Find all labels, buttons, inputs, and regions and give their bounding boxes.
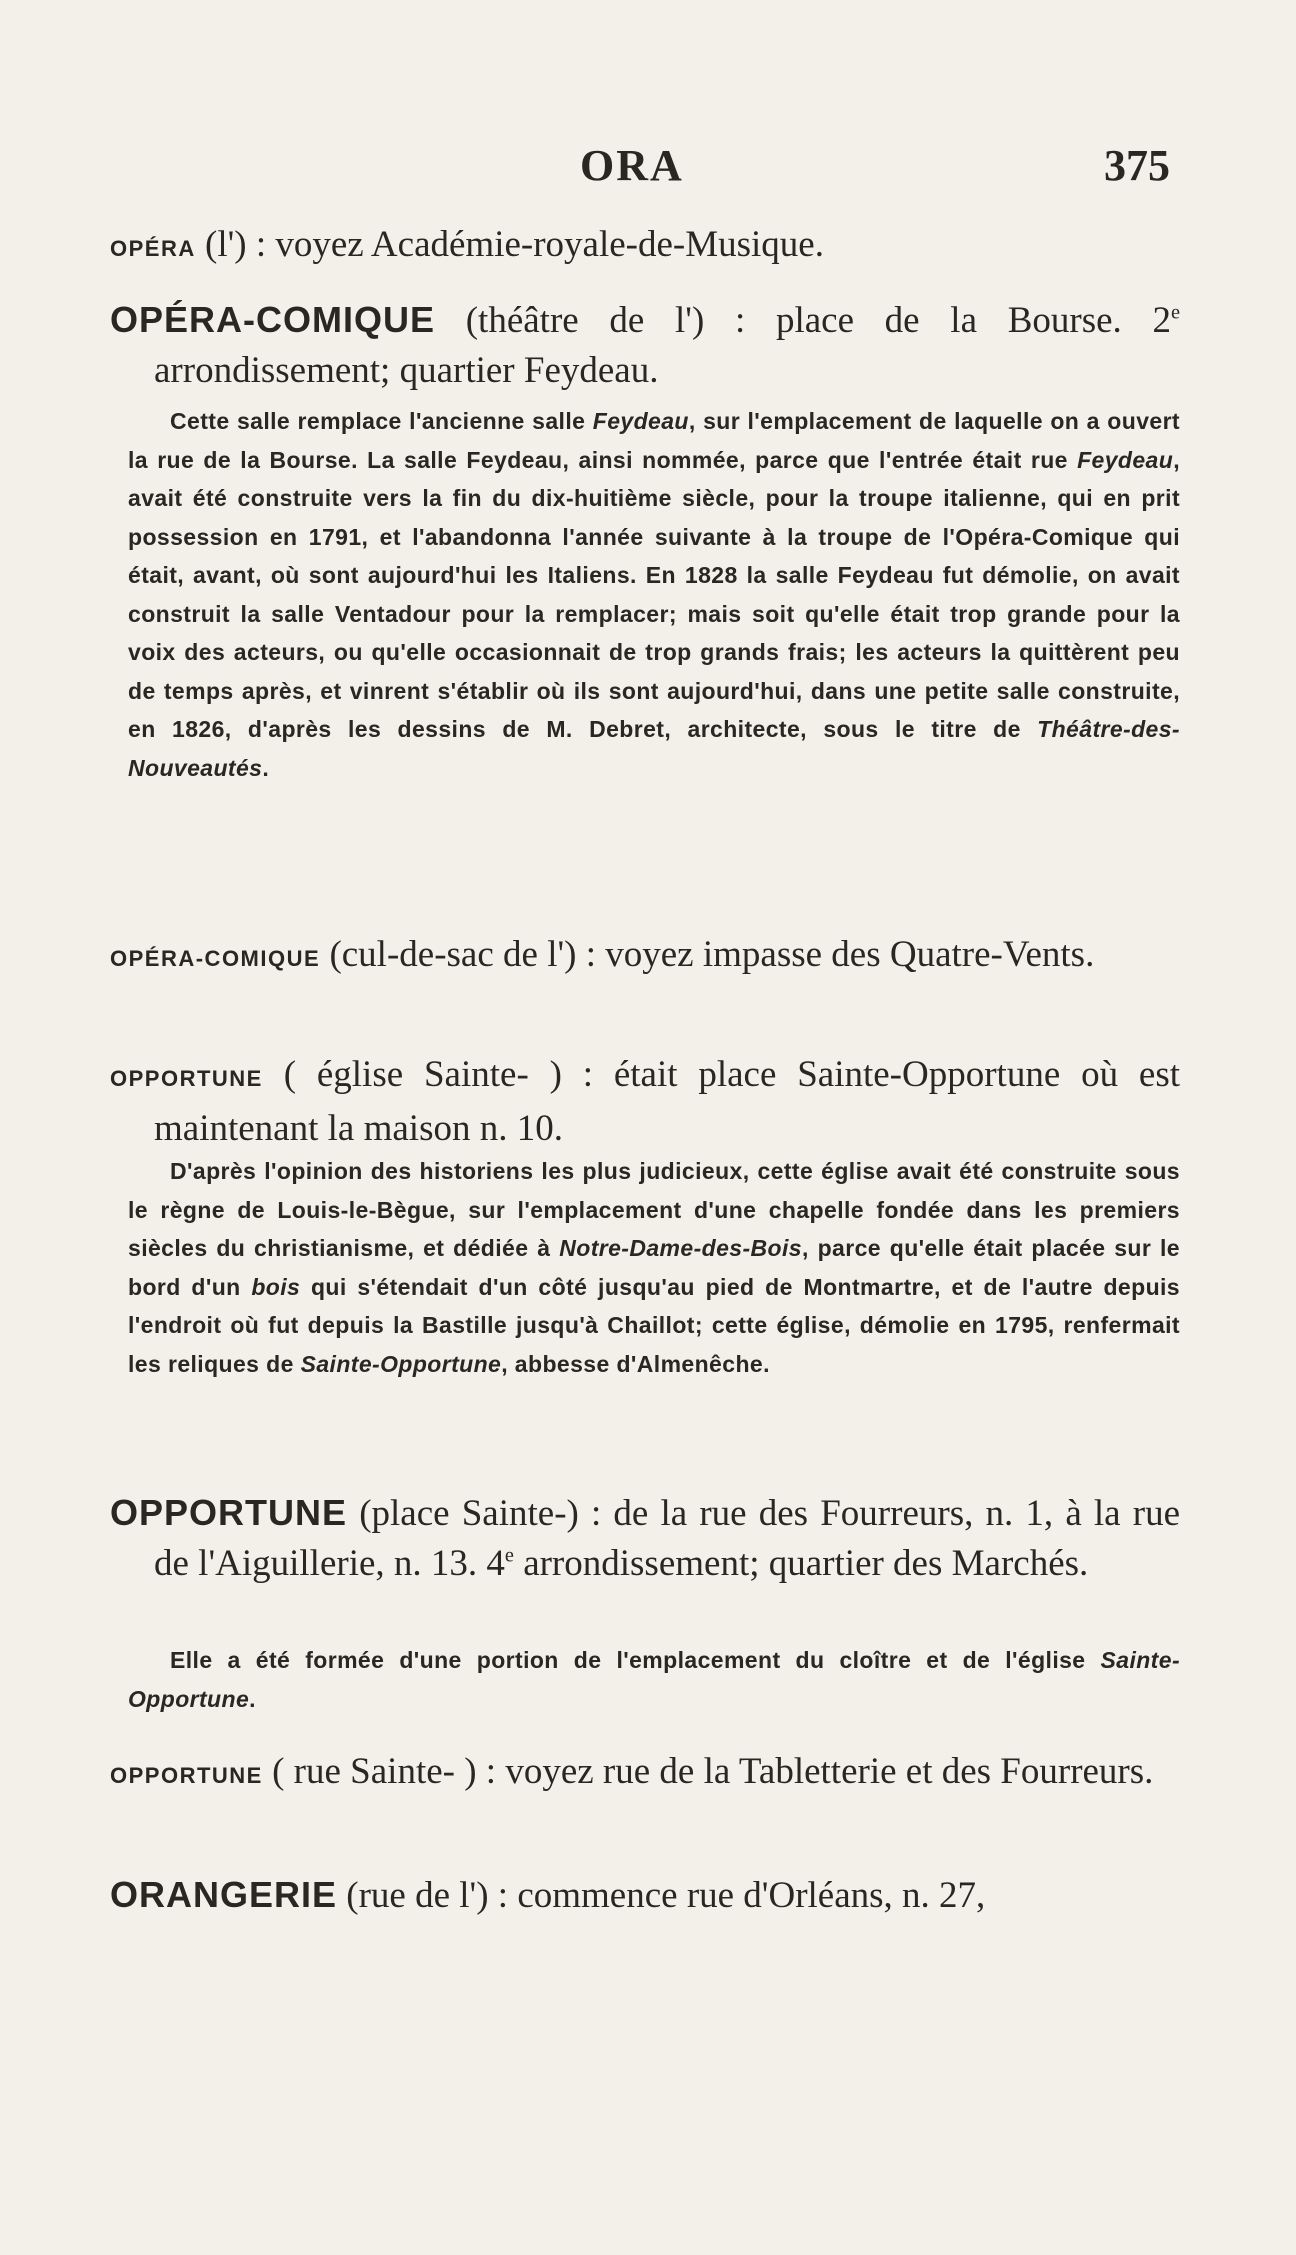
note-text: . (262, 754, 270, 781)
entry-head: ORANGERIE (110, 1874, 338, 1915)
note-text: , parce qu'elle était placée sur le bord d'un (128, 1235, 1180, 1300)
entry-text-cont: arrondissement; quartier des Marchés. (513, 1543, 1089, 1584)
entry-text: (l') : voyez Académie-royale-de-Musique. (205, 224, 824, 265)
entry-head: OPÉRA-COMIQUE (110, 299, 436, 340)
note-opera-comique (128, 402, 1180, 787)
note-text: qui s'étendait d'un côté jusqu'au pied de Montmartre, et de l'autre depuis l'endroit où fut depuis la Bastille jusqu'à Chaillot; cette église, démolie en 1795, renfermait les reliques de (128, 1273, 1180, 1377)
entry-head: OPPORTUNE (110, 1763, 263, 1788)
note-italic: Notre-Dame-des-Bois (559, 1235, 802, 1261)
note-text: , avait été construite vers la fin du dix-huitième siècle, pour la troupe italienne, qui en prit possession en 1791, et l'abandonna l'année suivante à la troupe de l'Opéra-Comique qui était, avant, où sont aujourd'hui les Italiens. En 1828 la salle Feydeau fut démolie, on avait construit la salle Ventadour pour la remplacer; mais soit qu'elle était trop grande pour la voix des acteurs, ou qu'elle occasionnait de trop grands frais; les acteurs la quittèrent peu de temps après, et vinrent s'établir où ils sont aujourd'hui, dans une petite salle construite, en 1826, d'après les dessins de M. Debret, architecte, sous le titre de (128, 446, 1180, 742)
note-text: D'après l'opinion des historiens les plus judicieux, cette église avait été construite sous le règne de Louis-le-Bègue, sur l'emplacement d'une chapelle fondée dans les premiers siècles du christianisme, et dédiée à (128, 1158, 1180, 1261)
note-italic: Feydeau (592, 408, 689, 434)
superscript: e (504, 1544, 514, 1567)
note-text: . (249, 1685, 256, 1712)
note-italic: Théâtre-des-Nouveautés (128, 716, 1180, 781)
entry-text-cont: arrondissement; quartier Feydeau. (154, 350, 659, 391)
entry-text: (place Sainte-) : de la rue des Fourreurs, n. 1, à la rue de l'Aiguillerie, n. 13. 4 (154, 1493, 1180, 1584)
entry-opera-comique-theatre (110, 295, 1180, 396)
entry-opportune-eglise (110, 1050, 1180, 1154)
note-text: Elle a été formée d'une portion de l'emplacement du cloître et de l'église (170, 1647, 1101, 1673)
entry-head: OPÉRA (110, 236, 196, 261)
note-text: , sur l'emplacement de laquelle on a ouvert la rue de la Bourse. La salle Feydeau, ainsi nommée, parce que l'entrée était rue (128, 408, 1180, 473)
note-italic: bois (251, 1273, 301, 1300)
note-text: Cette salle remplace l'ancienne salle (170, 408, 593, 434)
entry-opera-comique-cul-de-sac (110, 930, 1180, 984)
entry-orangerie (110, 1870, 1180, 1921)
note-text: , abbesse d'Almenêche. (501, 1350, 770, 1377)
note-italic: Sainte-Opportune (128, 1647, 1180, 1712)
entry-text: ( rue Sainte- ) : voyez rue de la Tabletterie et des Fourreurs. (272, 1751, 1154, 1792)
page-number: 375 (1104, 141, 1170, 190)
note-italic: Feydeau (1077, 446, 1174, 473)
entry-text: ( église Sainte- ) : était place Sainte-Opportune où est maintenant la maison n. 10. (154, 1054, 1180, 1149)
entry-text: (rue de l') : commence rue d'Orléans, n. 27, (346, 1875, 986, 1916)
note-italic: Sainte-Opportune (300, 1350, 502, 1377)
note-opportune-place (128, 1641, 1180, 1718)
note-opportune-eglise (128, 1152, 1180, 1383)
entry-text: (théâtre de l') : place de la Bourse. 2 (465, 300, 1171, 341)
entry-opportune-place (110, 1488, 1180, 1589)
entry-head: OPPORTUNE (110, 1492, 348, 1533)
entry-opportune-rue (110, 1747, 1180, 1801)
running-header (110, 140, 1170, 200)
entry-head: OPPORTUNE (110, 1066, 263, 1091)
entry-head: OPÉRA-COMIQUE (110, 946, 321, 971)
entry-opera (110, 220, 1180, 274)
header-word: ORA (580, 141, 684, 190)
superscript: e (1170, 301, 1181, 324)
entry-text: (cul-de-sac de l') : voyez impasse des Quatre-Vents. (329, 934, 1095, 975)
